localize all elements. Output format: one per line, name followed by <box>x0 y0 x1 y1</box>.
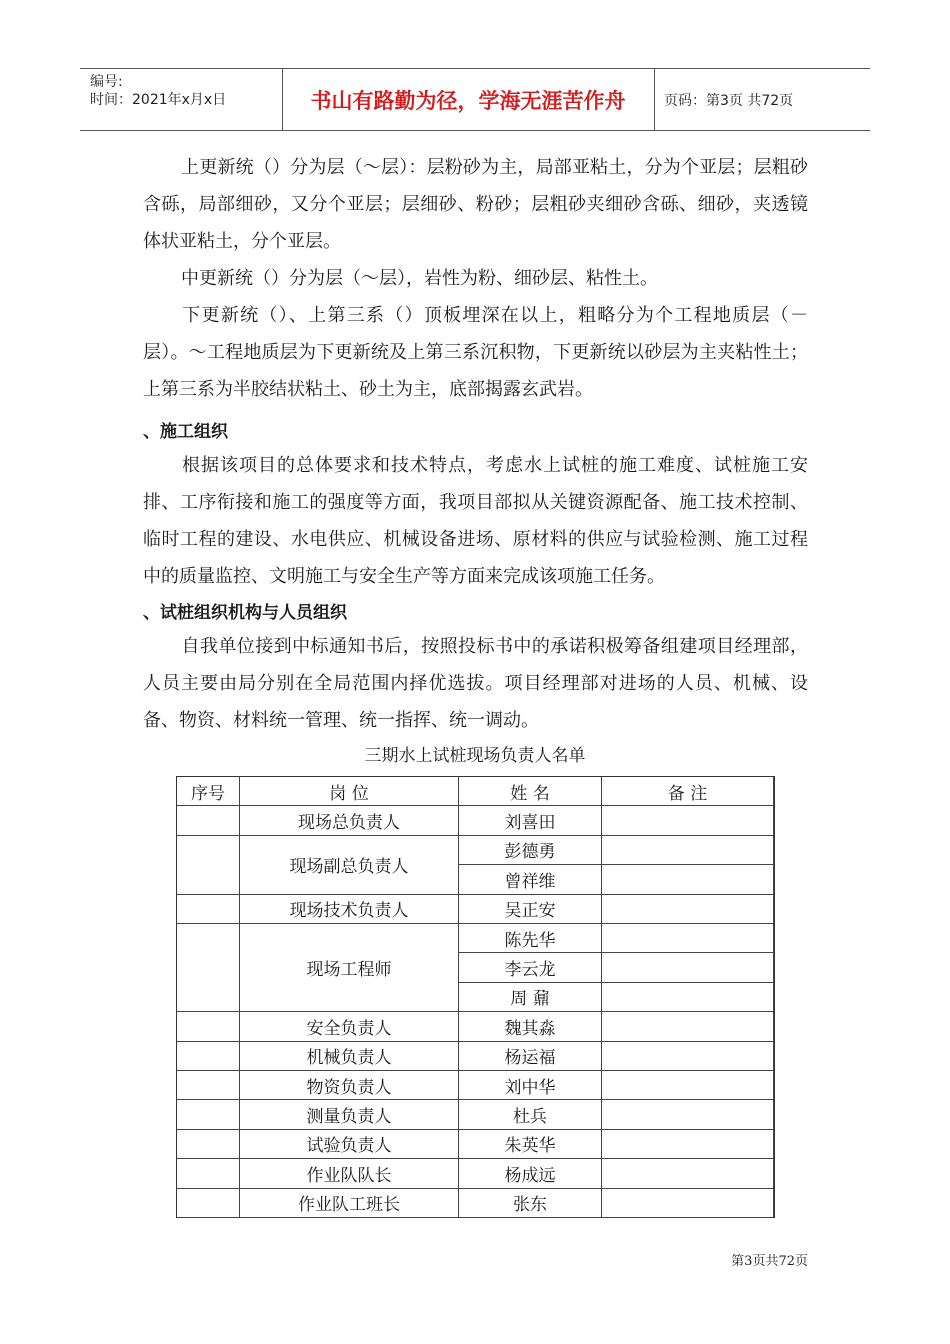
post-cell: 物资负责人 <box>240 1071 459 1100</box>
name-cell: 李云龙 <box>459 953 602 982</box>
name-cell: 杜兵 <box>459 1100 602 1129</box>
paragraph-middle-pleistocene: 中更新统（）分为层（～层），岩性为粉、细砂层、粘性土。 <box>181 268 658 289</box>
remark-cell <box>602 1012 774 1041</box>
name-cell: 曾祥维 <box>459 865 602 894</box>
remark-cell <box>602 1042 774 1071</box>
post-cell: 现场技术负责人 <box>240 895 459 924</box>
remark-cell <box>602 953 774 982</box>
seq-cell <box>177 1130 240 1159</box>
page-footer: 第3页共72页 <box>731 1254 808 1269</box>
name-cell: 彭德勇 <box>459 836 602 865</box>
name-cell: 吴正安 <box>459 895 602 924</box>
header-cell-name: 姓 名 <box>459 777 602 806</box>
seq-cell <box>177 1100 240 1129</box>
name-cell: 杨成远 <box>459 1159 602 1188</box>
post-cell: 机械负责人 <box>240 1042 459 1071</box>
remark-cell <box>602 806 774 835</box>
header-divider <box>654 69 655 130</box>
header-cell-post: 岗 位 <box>240 777 459 806</box>
remark-cell <box>602 1100 774 1129</box>
personnel-table <box>176 776 775 1218</box>
post-cell: 作业队工班长 <box>240 1189 459 1218</box>
name-cell: 周 鼐 <box>459 983 602 1012</box>
header-motto: 书山有路勤为径，学海无涯苦作舟 <box>310 88 626 113</box>
remark-cell <box>602 836 774 865</box>
section-heading-construction-org: 、施工组织 <box>143 422 228 442</box>
remark-cell <box>602 1189 774 1218</box>
post-cell: 安全负责人 <box>240 1012 459 1041</box>
seq-cell <box>177 1189 240 1218</box>
name-cell: 刘喜田 <box>459 806 602 835</box>
post-cell: 现场总负责人 <box>240 806 459 835</box>
header-page-code: 页码：第3页 共72页 <box>664 92 794 109</box>
remark-cell <box>602 924 774 953</box>
name-cell: 刘中华 <box>459 1071 602 1100</box>
post-cell: 现场工程师 <box>240 924 459 1012</box>
name-cell: 朱英华 <box>459 1130 602 1159</box>
doc-time-label: 时间：2021年x月x日 <box>90 92 227 108</box>
seq-cell <box>177 1012 240 1041</box>
paragraph-personnel-org: 自我单位接到中标通知书后，按照投标书中的承诺积极筹备组建项目经理部，人员主要由局分别在全局范围内择优选拔。项目经理部对进场的人员、机械、设备、物资、材料统一管理、统一指挥、统一调动。 <box>143 636 808 731</box>
page-header <box>80 68 870 131</box>
doc-number-label: 编号: <box>90 74 123 90</box>
paragraph-lower-pleistocene: 下更新统（）、上第三系（）顶板埋深在以上，粗略分为个工程地质层（－层）。～工程地质层为下更新统及上第三系沉积物，下更新统以砂层为主夹粘性土；上第三系为半胶结状粘土、砂土为主，底部揭露玄武岩。 <box>143 305 808 400</box>
remark-cell <box>602 865 774 894</box>
post-cell: 测量负责人 <box>240 1100 459 1129</box>
header-left <box>90 73 226 109</box>
name-cell: 魏其淼 <box>459 1012 602 1041</box>
seq-cell <box>177 1042 240 1071</box>
remark-cell <box>602 895 774 924</box>
seq-cell <box>177 924 240 1012</box>
remark-cell <box>602 1071 774 1100</box>
name-cell: 张东 <box>459 1189 602 1218</box>
name-cell: 杨运福 <box>459 1042 602 1071</box>
header-cell-seq: 序号 <box>177 777 240 806</box>
paragraph-construction-org: 根据该项目的总体要求和技术特点，考虑水上试桩的施工难度、试桩施工安排、工序衔接和施工的强度等方面，我项目部拟从关键资源配备、施工技术控制、临时工程的建设、水电供应、机械设备进场、原材料的供应与试验检测、施工过程中的质量监控、文明施工与安全生产等方面来完成该项施工任务。 <box>143 455 808 587</box>
name-cell: 陈先华 <box>459 924 602 953</box>
header-cell-remark: 备 注 <box>602 777 774 806</box>
post-cell: 现场副总负责人 <box>240 836 459 895</box>
table-caption: 三期水上试桩现场负责人名单 <box>364 746 586 766</box>
remark-cell <box>602 1159 774 1188</box>
seq-cell <box>177 895 240 924</box>
paragraph-upper-pleistocene: 上更新统（）分为层（～层）：层粉砂为主，局部亚粘土，分为个亚层；层粗砂含砾，局部细砂，又分个亚层；层细砂、粉砂；层粗砂夹细砂含砾、细砂，夹透镜体状亚粘土，分个亚层。 <box>143 157 808 252</box>
remark-cell <box>602 1130 774 1159</box>
post-cell: 作业队队长 <box>240 1159 459 1188</box>
remark-cell <box>602 983 774 1012</box>
section-heading-personnel-org: 、试桩组织机构与人员组织 <box>143 603 347 623</box>
seq-cell <box>177 1071 240 1100</box>
seq-cell <box>177 806 240 835</box>
post-cell: 试验负责人 <box>240 1130 459 1159</box>
seq-cell <box>177 836 240 895</box>
seq-cell <box>177 1159 240 1188</box>
